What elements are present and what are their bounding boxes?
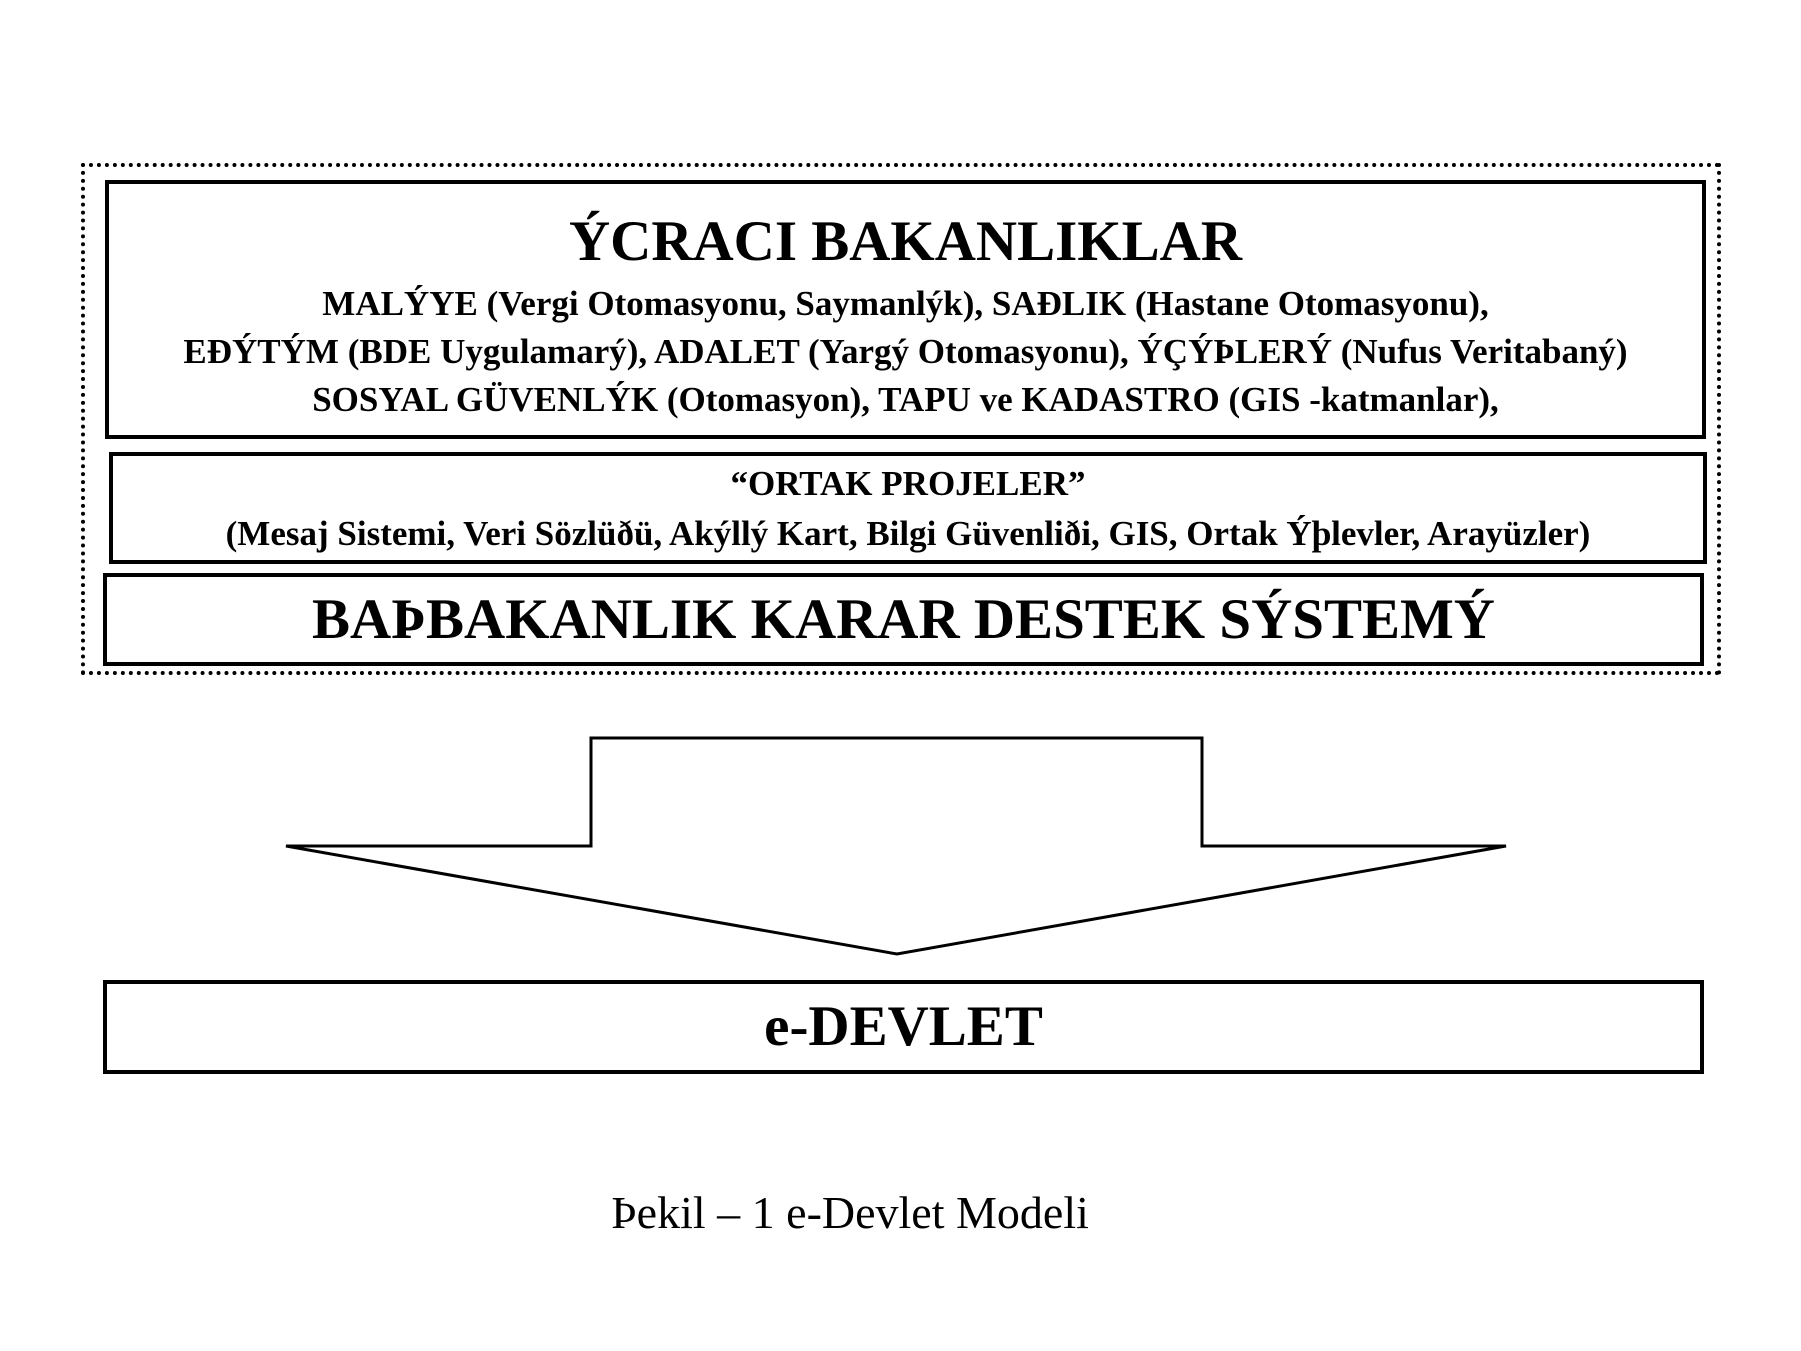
common-projects-box — [109, 452, 1707, 564]
figure-caption: Þekil – 1 e-Devlet Modeli — [611, 1187, 1089, 1238]
pm-decision-support-box: BAÞBAKANLIK KARAR DESTEK SÝSTEMÝ — [103, 573, 1704, 666]
down-arrow-shape — [286, 738, 1506, 954]
ministries-line-3: SOSYAL GÜVENLÝK (Otomasyon), TAPU ve KADASTRO (GIS -katmanlar), — [312, 380, 1499, 419]
ministries-line-2: EÐÝTÝM (BDE Uygulamarý), ADALET (Yargý Otomasyonu), ÝÇÝÞLERÝ (Nufus Veritabaný) — [183, 332, 1628, 371]
ministries-line-1: MALÝYE (Vergi Otomasyonu, Saymanlýk), SAÐLIK (Hastane Otomasyonu), — [322, 284, 1489, 323]
ministries-title: ÝCRACI BAKANLIKLAR — [569, 210, 1242, 273]
common-projects-title: “ORTAK PROJELER” — [730, 464, 1086, 503]
common-projects-list: (Mesaj Sistemi, Veri Sözlüðü, Akýllý Kart, Bilgi Güvenliði, GIS, Ortak Ýþlevler, Arayüzler) — [225, 514, 1591, 553]
e-devlet-box: e-DEVLET — [103, 980, 1704, 1074]
ministries-box — [105, 180, 1706, 439]
